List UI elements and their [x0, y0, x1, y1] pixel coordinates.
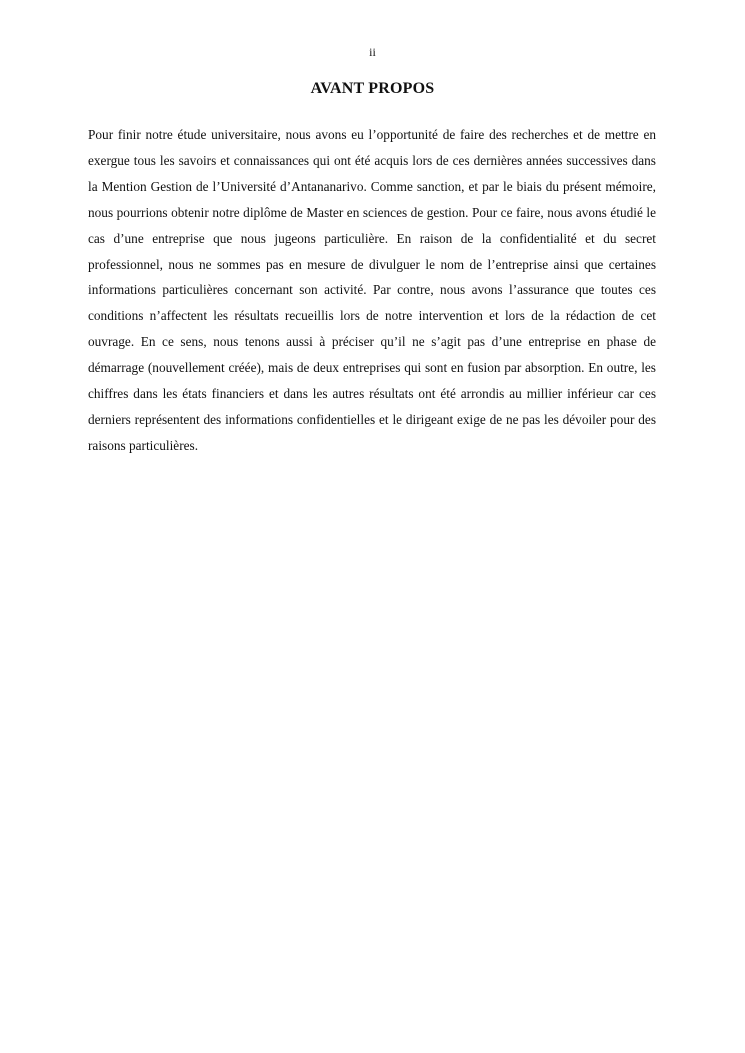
body-paragraph: Pour finir notre étude universitaire, nous avons eu l’opportunité de faire des recherches et de mettre en exergue tous les savoirs et connaissances qui ont été acquis lors de ces dernières années successives dans la Mention Gestion de l’Université d’Antananarivo. Comme sanction, et par le biais du présent mémoire, nous pourrions obtenir notre diplôme de Master en sciences de gestion. Pour ce faire, nous avons étudié le cas d’une entreprise que nous jugeons particulière. En raison de la confidentialité et du secret professionnel, nous ne sommes pas en mesure de divulguer le nom de l’entreprise ainsi que certaines informations particulières concernant son activité. Par contre, nous avons l’assurance que toutes ces conditions n’affectent les résultats recueillis lors de notre intervention et lors de la rédaction de cet ouvrage. En ce sens, nous tenons aussi à préciser qu’il ne s’agit pas d’une entreprise en phase de démarrage (nouvellement créée), mais de deux entreprises qui sont en fusion par absorption. En outre, les chiffres dans les états financiers et dans les autres résultats ont été arrondis au millier inférieur car ces derniers représentent des informations confidentielles et le dirigeant exige de ne pas les dévoiler pour des raisons particulières.	[88, 127, 656, 453]
page-number: ii	[369, 45, 376, 59]
section-title: AVANT PROPOS	[310, 80, 435, 97]
